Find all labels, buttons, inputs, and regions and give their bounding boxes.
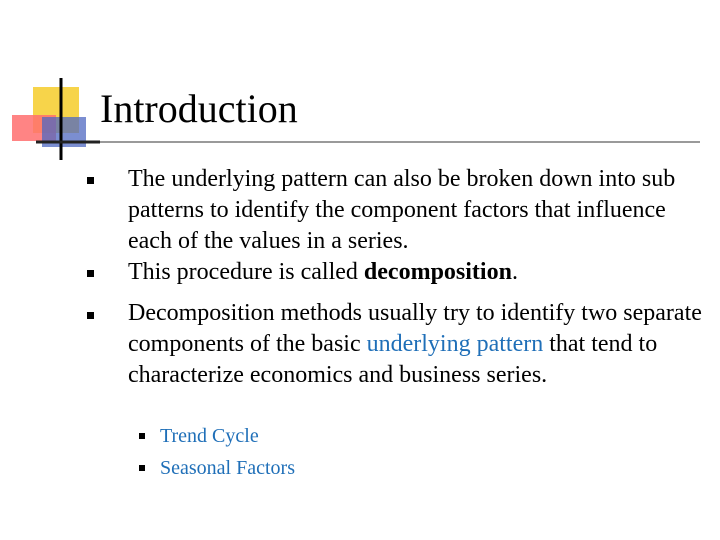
bullet-2-end: .	[511, 259, 518, 285]
bullet-3-text: Decomposition methods usually try to identify two separate components of the basic	[128, 300, 702, 357]
bullet-3-end: that tend to characterize economics and business series.	[128, 331, 658, 388]
sub-bullet-item-2: Seasonal Factors	[160, 457, 295, 479]
bullet-3-highlight: underlying pattern	[366, 331, 544, 357]
bullet-marker	[87, 270, 94, 277]
bullet-2-text: This procedure is called	[128, 259, 364, 285]
bullet-marker	[87, 312, 94, 319]
bullet-item-2	[128, 257, 708, 288]
sub-bullet-item-1: Trend Cycle	[160, 425, 259, 447]
sub-bullet-marker	[139, 433, 145, 439]
sub-bullet-marker	[139, 465, 145, 471]
bullet-item-3	[128, 298, 708, 391]
bullet-marker	[87, 177, 94, 184]
bullet-item-1: The underlying pattern can also be broken down into sub patterns to identify the component factors that influence each of the values in a series.	[128, 166, 676, 254]
slide-title: Introduction	[100, 86, 298, 131]
bullet-2-bold: decomposition	[363, 259, 512, 285]
